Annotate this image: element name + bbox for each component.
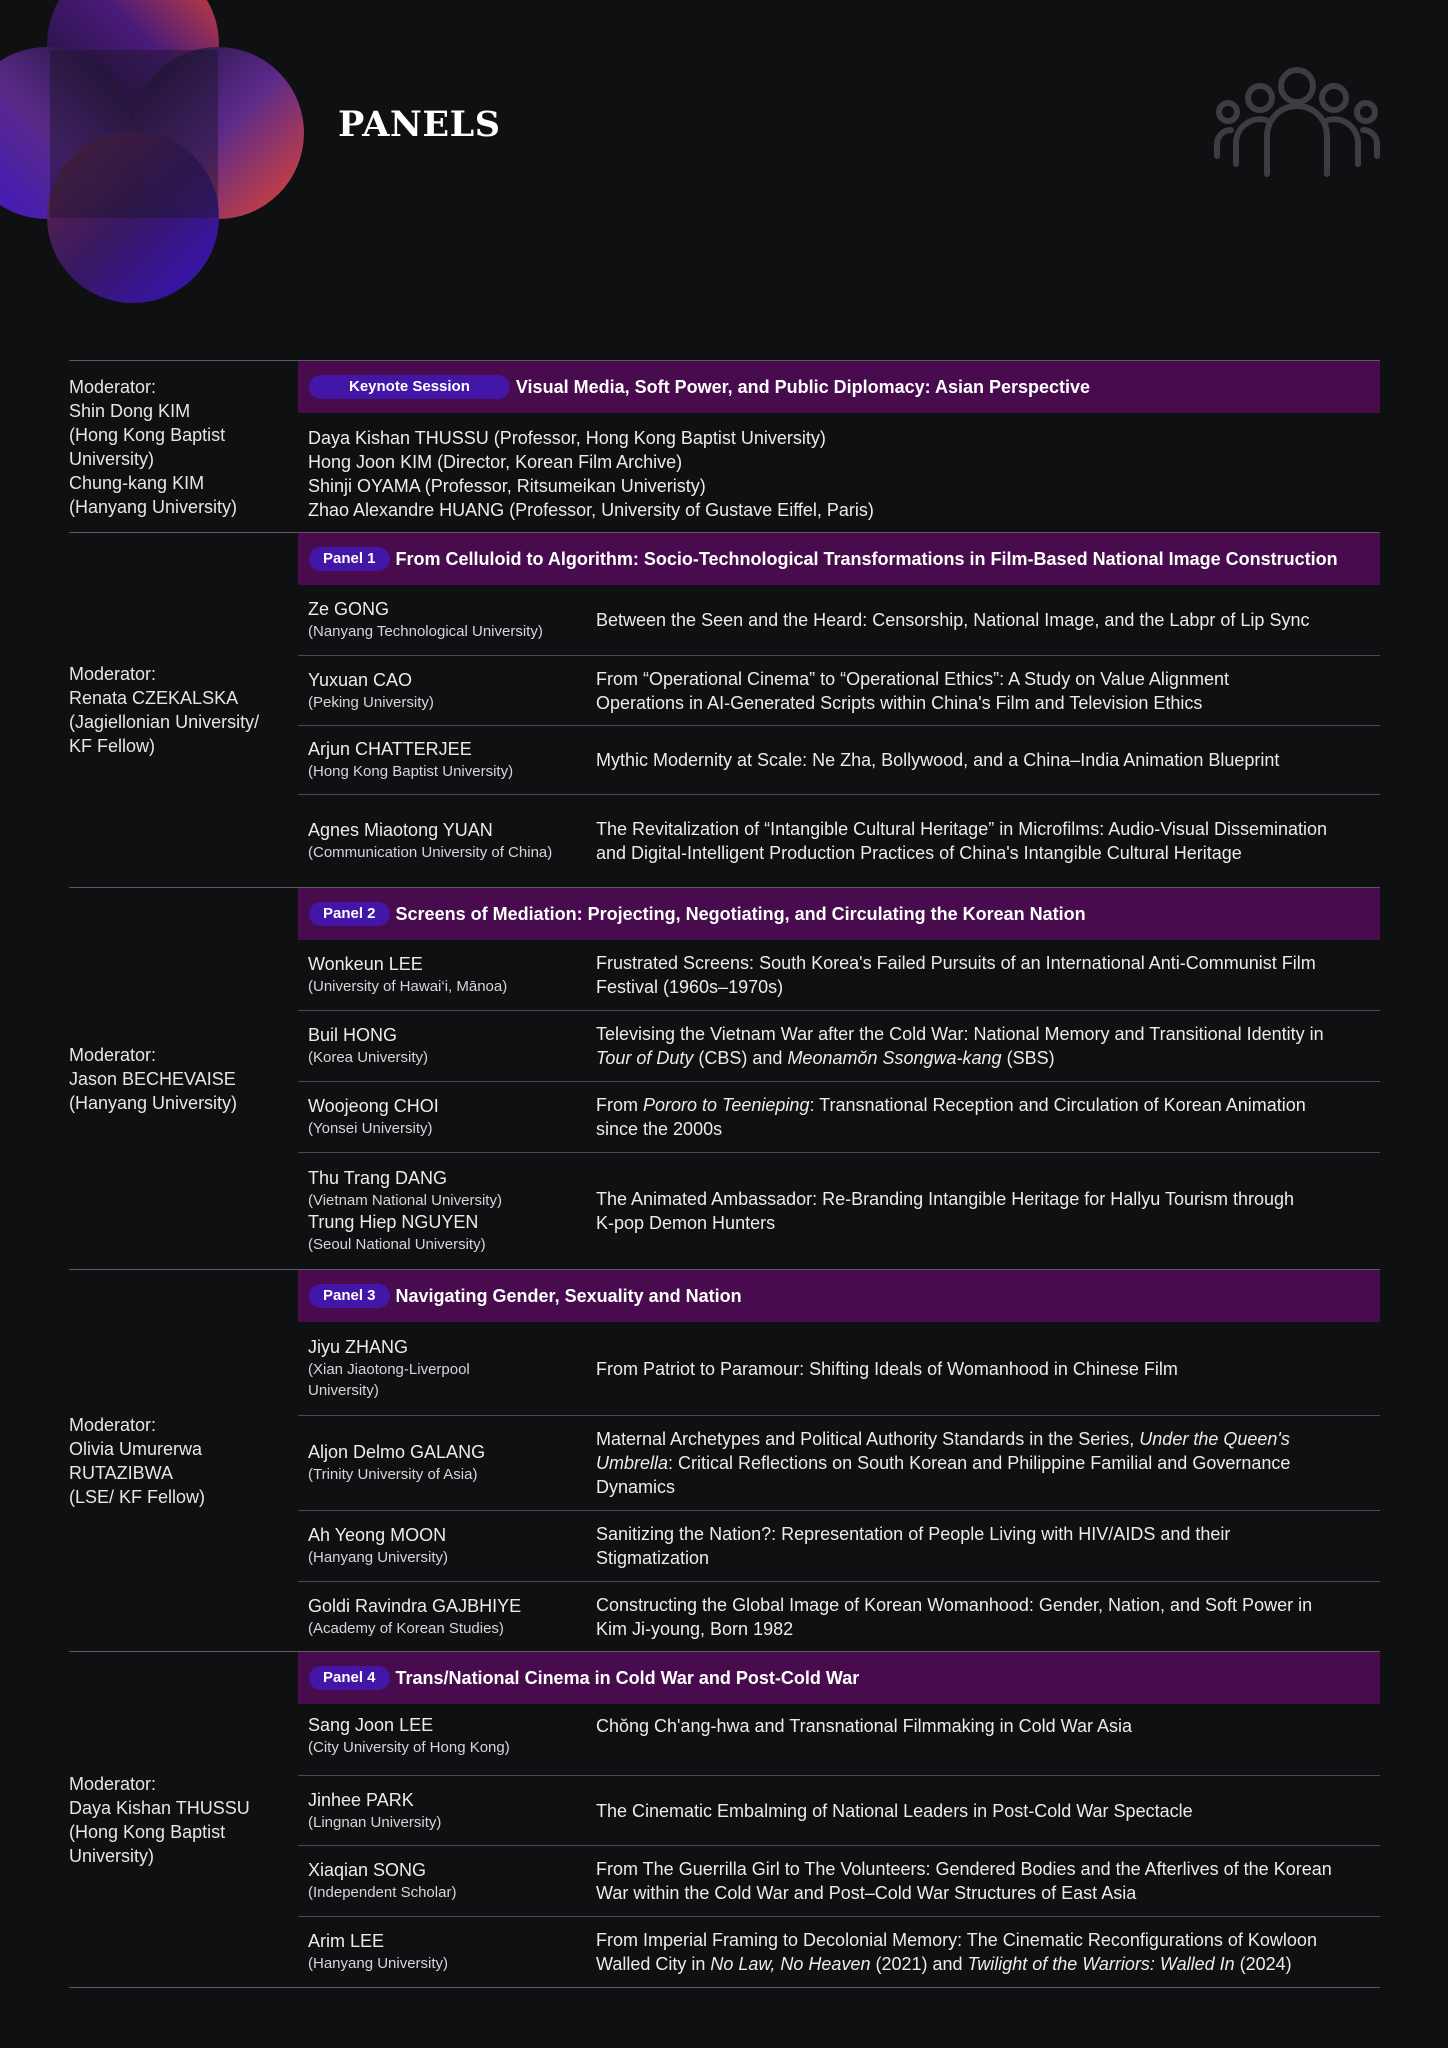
panel-1-section [69, 532, 1380, 887]
paper-title-line [596, 1451, 1370, 1475]
paper-title-line: Operations in AI-Generated Scripts within China's Film and Television Ethics [596, 692, 1203, 713]
paper-title-line: K-pop Demon Hunters [596, 1213, 776, 1233]
paper-row [298, 1581, 1380, 1651]
paper-title-line: Constructing the Global Image of Korean Womanhood: Gender, Nation, and Soft Power in [596, 1594, 1313, 1615]
overlapping-circles-logo [0, 0, 310, 310]
speaker: Hong Joon KIM (Director, Korean Film Archive) [308, 452, 683, 472]
panel-2-section [69, 887, 1380, 1269]
program-table [69, 360, 1380, 1988]
italic-work-title: Twilight of the Warriors: Walled In [967, 1954, 1235, 1974]
presenter-name: Arim LEE [308, 1931, 385, 1951]
presenter-affiliation: (Hanyang University) [308, 1549, 449, 1566]
paper-row [298, 585, 1380, 655]
paper-title [596, 1427, 1370, 1499]
moderator-cell [69, 888, 298, 1269]
presenter-affiliation: (Lingnan University) [308, 1813, 442, 1831]
paper-title [596, 748, 1370, 772]
paper-row [298, 1510, 1380, 1581]
presenter-affiliation: (Vietnam National University) [308, 1192, 502, 1209]
paper-title [596, 1928, 1370, 1976]
speaker: Shinji OYAMA (Professor, Ritsumeikan Univeristy) [308, 476, 706, 496]
moderator-cell [69, 1652, 298, 1987]
paper-title-line: Frustrated Screens: South Korea's Failed Pursuits of an International Anti-Communist Film [596, 953, 1316, 973]
paper-title-line: Televising the Vietnam War after the Cold War: National Memory and Transitional Identity in [596, 1024, 1324, 1044]
presenter-affiliation: (Trinity University of Asia) [308, 1466, 478, 1483]
presenter-name: Arjun CHATTERJEE [308, 739, 472, 759]
moderator-line: (Hong Kong Baptist [69, 1821, 226, 1842]
paper-title [596, 1799, 1370, 1823]
presenter-name: Thu Trang DANG [308, 1168, 448, 1188]
presenter-affiliation: (Nanyang Technological University) [308, 623, 543, 640]
paper-title-line: Kim Ji-young, Born 1982 [596, 1618, 794, 1639]
paper-title-line: From The Guerrilla Girl to The Volunteers: Gendered Bodies and the Afterlives of the Korean [596, 1859, 1332, 1879]
presenter-name: Goldi Ravindra GAJBHIYE [308, 1595, 522, 1616]
session-header [298, 888, 1380, 940]
paper-title-line [596, 1093, 1370, 1117]
presenter-name: Trung Hiep NGUYEN [308, 1212, 479, 1232]
session-badge: Keynote Session [309, 375, 510, 399]
text-fragment: (CBS) and [693, 1048, 788, 1068]
paper-title [596, 1714, 1370, 1738]
paper-title [596, 1857, 1370, 1905]
moderator-line: University) [69, 448, 155, 469]
paper-title-line: The Animated Ambassador: Re-Branding Intangible Heritage for Hallyu Tourism through [596, 1189, 1295, 1209]
paper-row [298, 1775, 1380, 1845]
text-fragment: (2024) [1234, 1954, 1292, 1974]
presenter-affiliation: (Hanyang University) [308, 1955, 449, 1972]
session-header [298, 533, 1380, 585]
moderator-line: Moderator: [69, 664, 157, 684]
paper-title-line: Mythic Modernity at Scale: Ne Zha, Bollywood, and a China–India Animation Blueprint [596, 750, 1280, 770]
presenter-affiliation: (Korea University) [308, 1049, 429, 1066]
paper-title-line: Chŏng Ch'ang-hwa and Transnational Filmmaking in Cold War Asia [596, 1716, 1133, 1736]
text-fragment: From [596, 1095, 643, 1115]
presenter-affiliation: (Xian Jiaotong-Liverpool University) [308, 1361, 470, 1399]
paper-title-line [596, 1046, 1370, 1070]
paper-title-line: Stigmatization [596, 1548, 710, 1568]
paper-title-line: The Cinematic Embalming of National Leaders in Post-Cold War Spectacle [596, 1800, 1193, 1821]
paper-title-line: Sanitizing the Nation?: Representation of People Living with HIV/AIDS and their [596, 1524, 1231, 1544]
moderator-line: KF Fellow) [69, 736, 156, 756]
moderator-line: (Hanyang University) [69, 496, 238, 517]
paper-title-line: From “Operational Cinema” to “Operational Ethics”: A Study on Value Alignment [596, 668, 1229, 689]
paper-title-line: Between the Seen and the Heard: Censorship, National Image, and the Labpr of Lip Sync [596, 610, 1310, 630]
presenter-name: Jinhee PARK [308, 1789, 414, 1810]
paper-row [298, 1152, 1380, 1269]
presenter-affiliation: (Hong Kong Baptist University) [308, 763, 514, 780]
presenter-affiliation: (Yonsei University) [308, 1120, 433, 1137]
paper-title [596, 1357, 1370, 1381]
paper-row [298, 725, 1380, 794]
italic-work-title: Under the Queen's [1139, 1429, 1290, 1449]
italic-work-title: Meonamŏn Ssongwa-kang [787, 1048, 1002, 1068]
moderator-line: Moderator: [69, 1044, 157, 1065]
paper-row [298, 1916, 1380, 1987]
paper-title-line: War within the Cold War and Post–Cold War Structures of East Asia [596, 1883, 1137, 1903]
presenter-affiliation: (Independent Scholar) [308, 1884, 457, 1901]
paper-title [596, 1187, 1370, 1235]
session-title: Screens of Mediation: Projecting, Negotiating, and Circulating the Korean Nation [395, 903, 1086, 924]
presenter-affiliation: (Seoul National University) [308, 1236, 486, 1253]
session-badge: Panel 4 [309, 1666, 390, 1690]
moderator-line: (LSE/ KF Fellow) [69, 1486, 206, 1507]
paper-row [298, 1415, 1380, 1510]
presenter-name: Jiyu ZHANG [308, 1337, 409, 1357]
paper-row [298, 940, 1380, 1010]
paper-title-line [596, 1427, 1370, 1451]
session-badge: Panel 2 [309, 902, 390, 926]
session-title: Navigating Gender, Sexuality and Nation [395, 1285, 742, 1306]
paper-title [596, 951, 1370, 999]
moderator-line: Olivia Umurerwa [69, 1438, 203, 1459]
session-badge: Panel 3 [309, 1284, 390, 1308]
session-title: Trans/National Cinema in Cold War and Post-Cold War [395, 1667, 860, 1688]
paper-title-line [596, 1952, 1370, 1976]
moderator-cell [69, 1270, 298, 1651]
presenter-name: Buil HONG [308, 1025, 398, 1045]
panel-3-section [69, 1269, 1380, 1651]
moderator-line: (Hong Kong Baptist [69, 424, 226, 445]
text-fragment: (SBS) [1001, 1048, 1055, 1068]
moderator-line: Moderator: [69, 376, 157, 397]
text-fragment: (2021) and [870, 1954, 968, 1974]
paper-title [596, 1593, 1370, 1641]
moderator-line: (Jagiellonian University/ [69, 712, 260, 732]
session-header [298, 1652, 1380, 1704]
session-title: Visual Media, Soft Power, and Public Diplomacy: Asian Perspective [515, 376, 1091, 397]
paper-title [596, 1093, 1370, 1141]
text-fragment: : Transnational Reception and Circulation of Korean Animation [809, 1095, 1306, 1115]
moderator-line: Moderator: [69, 1773, 157, 1794]
presenter-name: Wonkeun LEE [308, 954, 423, 974]
keynote-speakers [298, 413, 1380, 532]
paper-row [298, 1845, 1380, 1916]
paper-title [596, 667, 1370, 715]
paper-row [298, 655, 1380, 725]
presenter-name: Ah Yeong MOON [308, 1525, 447, 1545]
paper-title-line: Festival (1960s–1970s) [596, 977, 784, 997]
moderator-line: (Hanyang University) [69, 1092, 238, 1113]
paper-title [596, 1022, 1370, 1070]
session-title: From Celluloid to Algorithm: Socio-Technological Transformations in Film-Based National Image Construction [395, 548, 1338, 569]
paper-title [596, 817, 1370, 865]
italic-work-title: Umbrella [596, 1453, 669, 1473]
paper-title-line: since the 2000s [596, 1119, 723, 1139]
presenter-affiliation: (City University of Hong Kong) [308, 1739, 510, 1756]
moderator-line: Daya Kishan THUSSU [69, 1797, 250, 1818]
moderator-line: Renata CZEKALSKA [69, 688, 239, 708]
moderator-line: RUTAZIBWA [69, 1462, 173, 1483]
moderator-cell [69, 533, 298, 887]
presenter-affiliation: (Academy of Korean Studies) [308, 1619, 504, 1637]
paper-row [298, 794, 1380, 887]
moderator-line: University) [69, 1845, 155, 1866]
presenter-name: Ze GONG [308, 599, 390, 619]
text-fragment: Maternal Archetypes and Political Authority Standards in the Series, [596, 1429, 1140, 1449]
presenter-affiliation: (Peking University) [308, 693, 434, 711]
moderator-line: Chung-kang KIM [69, 472, 205, 493]
text-fragment: : Critical Reflections on South Korean and Philippine Familial and Governance [668, 1453, 1291, 1473]
paper-title-line: From Patriot to Paramour: Shifting Ideals of Womanhood in Chinese Film [596, 1358, 1178, 1379]
people-group-icon [1214, 66, 1380, 178]
italic-work-title: Tour of Duty [596, 1048, 694, 1068]
moderator-line: Shin Dong KIM [69, 400, 191, 421]
presenter-name: Xiaqian SONG [308, 1860, 427, 1880]
panel-4-section [69, 1651, 1380, 1988]
session-header [298, 1270, 1380, 1322]
presenter-affiliation: (University of Hawai‘i, Mānoa) [308, 978, 508, 995]
italic-work-title: No Law, No Heaven [710, 1954, 871, 1974]
paper-row [298, 1322, 1380, 1415]
presenter-name: Aljon Delmo GALANG [308, 1442, 486, 1462]
paper-row [298, 1081, 1380, 1152]
session-header [298, 361, 1380, 413]
presenter-name: Woojeong CHOI [308, 1096, 439, 1116]
paper-row [298, 1010, 1380, 1081]
moderator-cell [69, 361, 298, 532]
moderator-line: Moderator: [69, 1414, 157, 1435]
presenter-name: Agnes Miaotong YUAN [308, 820, 493, 840]
paper-title-line: The Revitalization of “Intangible Cultural Heritage” in Microfilms: Audio-Visual Dissemination [596, 819, 1327, 839]
paper-title-line: Dynamics [596, 1477, 676, 1497]
paper-title-line: and Digital-Intelligent Production Practices of China's Intangible Cultural Heritage [596, 843, 1242, 863]
paper-title-line: From Imperial Framing to Decolonial Memory: The Cinematic Reconfigurations of Kowloon [596, 1930, 1317, 1950]
text-fragment: Walled City in [596, 1954, 711, 1974]
italic-work-title: Pororo to Teenieping [643, 1095, 810, 1115]
speaker: Daya Kishan THUSSU (Professor, Hong Kong Baptist University) [308, 428, 826, 448]
presenter-name: Yuxuan CAO [308, 669, 413, 690]
paper-row [298, 1704, 1380, 1775]
presenter-affiliation: (Communication University of China) [308, 844, 553, 861]
moderator-line: Jason BECHEVAISE [69, 1068, 236, 1089]
paper-title [596, 1522, 1370, 1570]
paper-title [596, 608, 1370, 632]
presenter-name: Sang Joon LEE [308, 1715, 434, 1735]
keynote-section [69, 360, 1380, 532]
page-title: PANELS [338, 104, 501, 145]
session-badge: Panel 1 [309, 547, 390, 571]
speaker: Zhao Alexandre HUANG (Professor, University of Gustave Eiffel, Paris) [308, 500, 874, 520]
